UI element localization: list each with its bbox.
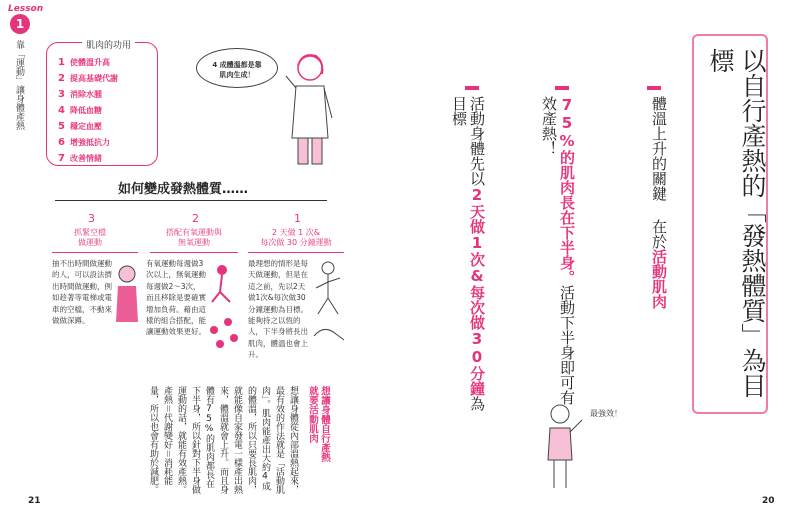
divider [52, 252, 138, 253]
function-item: 5 穩定血壓 [58, 121, 102, 132]
woman-illustration [110, 262, 144, 332]
step-number: 3 [88, 212, 95, 225]
runner-illustration [312, 258, 348, 358]
how-heading: 如何變成發熱體質…… [118, 182, 249, 197]
point-marker [555, 86, 569, 90]
body-text: 想讓身體從內部溫熱起來，最有效的作法就是「活動肌肉」。肌肉能產出大約4成的體溫，所以只要長肌肉，就能像自家發電一樣產出熱來，體溫就會上升。而且身體有75%的肌肉都長在下半身，所以針對下半身做運動的話，就能有效產熱。產熱＝代謝變好＝消耗能量，所以也會有助於減肥。 [148, 386, 298, 494]
step-heading: 抓緊空檔 做運動 [74, 228, 106, 247]
muscle-function-title: 肌肉的功用 [82, 38, 135, 51]
function-item: 4 降低血糖 [58, 105, 102, 116]
step-heading: 2 天做 1 次& 每次做 30 分鐘運動 [260, 228, 332, 247]
lesson-title: 靠「運動」讓身體產熱 [14, 40, 24, 130]
step-body: 抽不出時間做運動的人，可以設法擠出時間做運動，例如趁著等電梯或電車的空檔，不動來做做深蹲。 [52, 259, 112, 326]
doctor-illustration [280, 48, 340, 168]
point-marker [465, 86, 479, 90]
step-body: 有氧運動每週做3次以上，無氧運動每週做2～3次，而且移除是要確實增加負荷。藉由這樣的組合搭配，能讓運動效果更好。 [146, 259, 206, 337]
function-item: 6 增強抵抗力 [58, 137, 110, 148]
divider [248, 252, 344, 253]
function-item: 1 使體溫升高 [58, 57, 110, 68]
woman-illustration [536, 398, 586, 494]
step-heading: 搭配有氧運動與 無氧運動 [166, 228, 222, 247]
key-point: 體溫上升的關鍵 在於活動肌肉 [650, 96, 668, 309]
function-item: 2 提高基礎代謝 [58, 73, 118, 84]
function-item: 7 改善情緒 [58, 153, 102, 164]
speech-bubble: 4 成體溫都是靠 肌肉生成！ [196, 48, 278, 88]
exercise-illustration [206, 258, 242, 358]
step-body: 最理想的情形是每天做運動，但是在這之前，先以2天做1次&每次做30分鐘運動為目標。能夠持之以恆的人，下半身將長出肌肉，體溫也會上升。 [248, 259, 308, 360]
point-marker [647, 86, 661, 90]
divider [55, 200, 327, 201]
lesson-label: Lesson [8, 4, 44, 14]
main-title: 以自行產熱的「發熱體質」為目標 [706, 48, 767, 398]
page-number: 20 [762, 496, 775, 506]
function-item: 3 消除水腫 [58, 89, 102, 100]
step-number: 1 [294, 212, 301, 225]
divider [150, 252, 238, 253]
key-point: 活動身體先以2天做1次&每次做30分鐘為目標 [450, 96, 486, 411]
speech-bubble: 最強效！ [590, 409, 622, 418]
lesson-number-badge: 1 [10, 14, 30, 34]
body-heading: 想讓身體自行產熱 就要活動肌肉 [307, 386, 330, 462]
key-point: 75%的肌肉長在下半身。活動下半身即可有效產熱！ [540, 96, 576, 405]
step-number: 2 [192, 212, 199, 225]
page-number: 21 [28, 496, 41, 506]
